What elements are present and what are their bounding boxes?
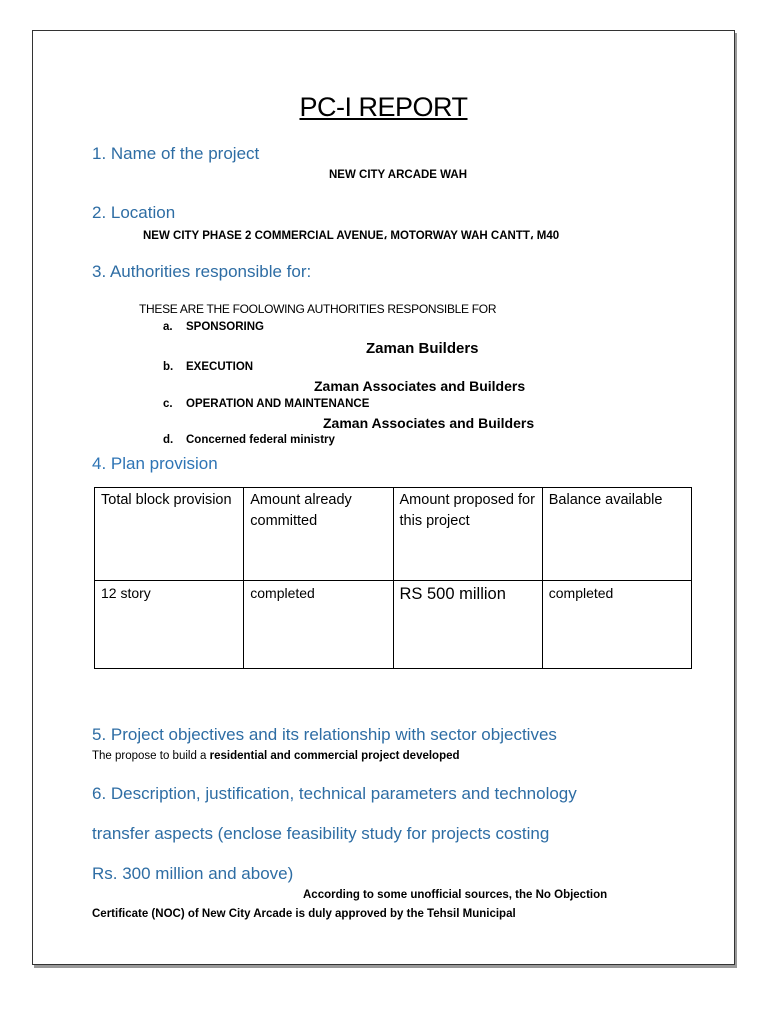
page-title: PC-I REPORT	[299, 92, 468, 122]
header-amount-committed: Amount already committed	[244, 488, 393, 581]
section-6-heading-line-2: transfer aspects (enclose feasibility study for projects costing	[92, 824, 550, 843]
federal-ministry-label: Concerned federal ministry	[186, 434, 335, 446]
list-marker-d: d.	[163, 434, 174, 446]
sponsoring-value: Zaman Builders	[366, 340, 479, 357]
description-text-line-1: According to some unofficial sources, the No Objection	[303, 889, 608, 901]
list-marker-a: a.	[163, 321, 173, 333]
objectives-text-bold: residential and commercial project developed	[209, 750, 460, 762]
operation-label: OPERATION AND MAINTENANCE	[186, 398, 370, 410]
section-3-heading: 3. Authorities responsible for:	[92, 262, 312, 281]
document-page	[32, 30, 735, 965]
description-text-line-2: Certificate (NOC) of New City Arcade is duly approved by the Tehsil Municipal	[92, 908, 516, 920]
project-name-value: NEW CITY ARCADE WAH	[329, 169, 467, 181]
section-5-heading: 5. Project objectives and its relationship with sector objectives	[92, 725, 557, 744]
execution-value: Zaman Associates and Builders	[314, 378, 526, 394]
list-marker-b: b.	[163, 361, 174, 373]
execution-label: EXECUTION	[186, 361, 254, 373]
section-6-heading-line-1: 6. Description, justification, technical parameters and technology	[92, 784, 577, 803]
sponsoring-label: SPONSORING	[186, 321, 264, 333]
objectives-text	[92, 750, 460, 762]
table-row	[95, 581, 692, 669]
objectives-text-plain: The propose to build a	[92, 750, 210, 762]
header-total-block-provision: Total block provision	[95, 488, 244, 581]
section-1-heading: 1. Name of the project	[92, 144, 260, 163]
section-4-heading: 4. Plan provision	[92, 454, 218, 473]
table-header-row	[95, 488, 692, 581]
location-value: NEW CITY PHASE 2 COMMERCIAL AVENUE، MOTORWAY WAH CANTT، M40	[143, 230, 560, 242]
cell-amount-committed: completed	[244, 581, 393, 669]
list-marker-c: c.	[163, 398, 173, 410]
cell-total-block: 12 story	[95, 581, 244, 669]
header-amount-proposed: Amount proposed for this project	[393, 488, 542, 581]
cell-balance-available: completed	[542, 581, 691, 669]
section-6-heading-line-3: Rs. 300 million and above)	[92, 864, 294, 883]
plan-provision-table	[94, 487, 692, 669]
cell-amount-proposed: RS 500 million	[393, 581, 542, 669]
authorities-intro: THESE ARE THE FOOLOWING AUTHORITIES RESPONSIBLE FOR	[139, 302, 497, 316]
operation-value: Zaman Associates and Builders	[323, 415, 535, 431]
section-2-heading: 2. Location	[92, 203, 176, 222]
header-balance-available: Balance available	[542, 488, 691, 581]
